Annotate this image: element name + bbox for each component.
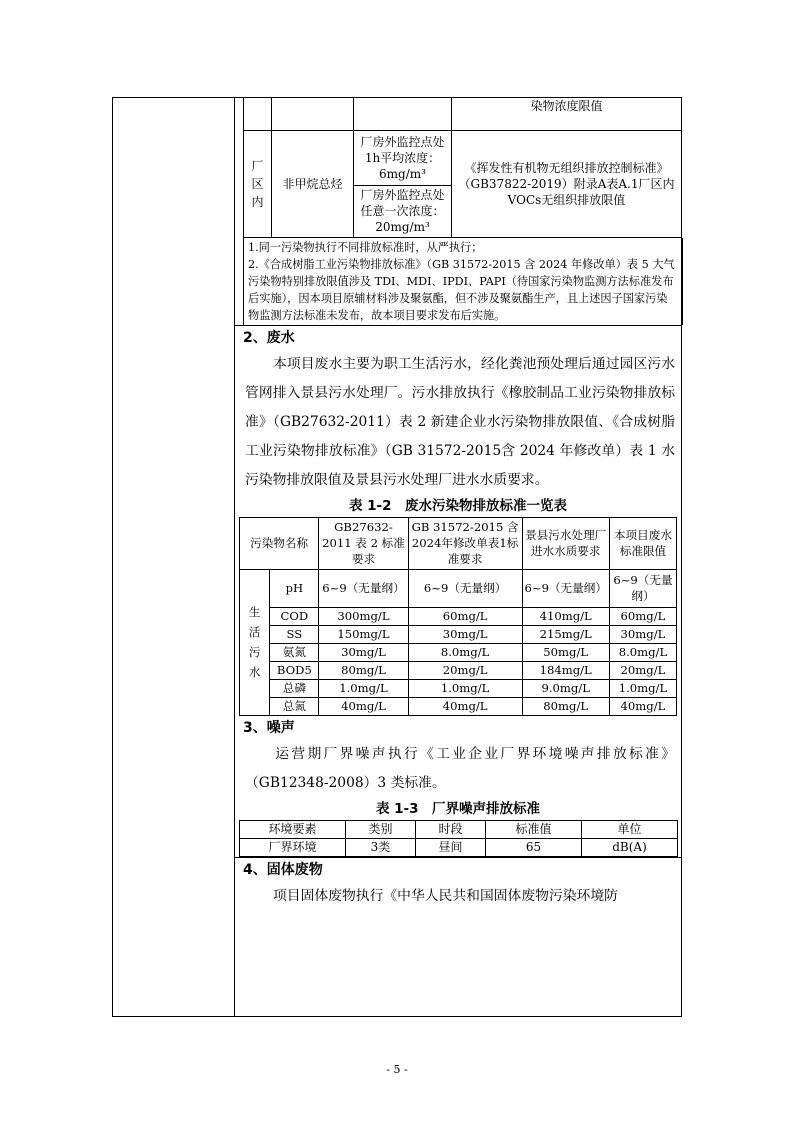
solid-waste-paragraph bbox=[235, 882, 681, 911]
noise-cell: 厂界环境 bbox=[240, 838, 346, 856]
table-1-2-caption: 表 1-2 废水污染物排放标准一览表 bbox=[348, 497, 568, 514]
table-cell: 1.0mg/L bbox=[609, 679, 676, 697]
header-gb31572: GB 31572-2015 含 2024年修改单表1标准要求 bbox=[408, 517, 522, 569]
table-cell: 1.0mg/L bbox=[319, 679, 408, 697]
note-2: 2.《合成树脂工业污染物排放标准》（GB 31572-2015 含 2024 年修改单）表 5 大气污染物特别排放限值涉及 TDI、MDI、IPDI、PAPI（待国家污染物监测方法标准发布后实施），因本项目原辅材料涉及聚氨酯，但不涉及聚氨酯生产，且上述因子国家污染物监测方法标准未发布，故本项目要求发布后实施。 bbox=[248, 257, 675, 322]
page-number: - 5 - bbox=[386, 1063, 408, 1076]
header-gb27632: GB27632-2011 表 2 标准要求 bbox=[319, 517, 408, 569]
noise-cell: 昼间 bbox=[416, 838, 486, 856]
table-cell: 6~9（无量纲） bbox=[609, 569, 676, 607]
table-cell: 60mg/L bbox=[408, 607, 522, 625]
area-label: 厂区内 bbox=[251, 158, 264, 209]
table-cell: 40mg/L bbox=[319, 697, 408, 715]
header-plant: 景县污水处理厂进水水质要求 bbox=[522, 517, 609, 569]
table-cell: 8.0mg/L bbox=[408, 643, 522, 661]
noise-heading: 3、噪声 bbox=[243, 719, 295, 736]
table-cell: SS bbox=[270, 625, 319, 643]
limit-any-cell: 厂房外监控点处任意一次浓度：20mg/m³ bbox=[354, 185, 452, 237]
table-cell: BOD5 bbox=[270, 661, 319, 679]
noise-header: 标准值 bbox=[486, 820, 582, 838]
page-frame bbox=[112, 97, 682, 1017]
table-cell: 总磷 bbox=[270, 679, 319, 697]
standard-cell: 《挥发性有机物无组织排放控制标准》（GB37822-2019）附录A表A.1厂区内VOCs无组织排放限值 bbox=[452, 130, 682, 237]
table-cell: 215mg/L bbox=[522, 625, 609, 643]
table-cell: 总氮 bbox=[270, 697, 319, 715]
wastewater-paragraph bbox=[235, 350, 681, 495]
wastewater-text: 本项目废水主要为职工生活污水，经化粪池预处理后通过园区污水管网排入景县污水处理厂。污水排放执行《橡胶制品工业污染物排放标准》（GB27632-2011）表 2 新建企业水污染物排放限值、《合成树脂工业污染物排放标准》（GB 31572-2015含 2024 年修改单）表 1 水污染物排放限值及景县污水处理厂进水水质要求。 bbox=[245, 355, 675, 488]
header-pollutant: 污染物名称 bbox=[240, 517, 319, 569]
noise-paragraph bbox=[235, 740, 681, 798]
noise-cell: 3类 bbox=[346, 838, 416, 856]
table-cell: 氨氮 bbox=[270, 643, 319, 661]
content-column bbox=[235, 98, 681, 911]
noise-cell: 65 bbox=[486, 838, 582, 856]
table-cell: 150mg/L bbox=[319, 625, 408, 643]
solid-waste-text: 项目固体废物执行《中华人民共和国固体废物污染环境防 bbox=[273, 887, 618, 904]
table-cell: 8.0mg/L bbox=[609, 643, 676, 661]
noise-header: 单位 bbox=[582, 820, 678, 838]
limit-1h-cell: 厂房外监控点处1h平均浓度：6mg/m³ bbox=[354, 130, 452, 185]
table-cell: 20mg/L bbox=[609, 661, 676, 679]
table-cell: 80mg/L bbox=[319, 661, 408, 679]
table-cell: pH bbox=[270, 569, 319, 607]
table-cell: 50mg/L bbox=[522, 643, 609, 661]
noise-header: 类别 bbox=[346, 820, 416, 838]
notes-block bbox=[243, 238, 683, 325]
header-project: 本项目废水标准限值 bbox=[609, 517, 676, 569]
note-1: 1.同一污染物执行不同排放标准时，从严执行； bbox=[248, 240, 483, 254]
group-label-cell bbox=[240, 569, 270, 715]
table-cell: COD bbox=[270, 607, 319, 625]
table-cell: 9.0mg/L bbox=[522, 679, 609, 697]
table-cell: 40mg/L bbox=[609, 697, 676, 715]
table-cell: 80mg/L bbox=[522, 697, 609, 715]
table-cell: 30mg/L bbox=[609, 625, 676, 643]
group-label: 生活污水 bbox=[248, 605, 261, 679]
area-cell bbox=[244, 130, 272, 237]
noise-table bbox=[239, 820, 678, 857]
table-cell: 6~9（无量纲） bbox=[319, 569, 408, 607]
table-cell: 6~9（无量纲） bbox=[408, 569, 522, 607]
table-cell: 6~9（无量纲） bbox=[522, 569, 609, 607]
table-cell: 410mg/L bbox=[522, 607, 609, 625]
noise-cell: dB(A) bbox=[582, 838, 678, 856]
prev-standard-cell: 染物浓度限值 bbox=[452, 98, 682, 130]
table-cell: 60mg/L bbox=[609, 607, 676, 625]
pollutant-cell: 非甲烷总烃 bbox=[272, 130, 354, 237]
wastewater-heading: 2、废水 bbox=[243, 329, 295, 346]
noise-header: 时段 bbox=[416, 820, 486, 838]
exhaust-standard-table bbox=[243, 98, 682, 238]
noise-header: 环境要素 bbox=[240, 820, 346, 838]
solid-waste-heading: 4、固体废物 bbox=[243, 861, 323, 878]
table-cell: 300mg/L bbox=[319, 607, 408, 625]
table-cell: 20mg/L bbox=[408, 661, 522, 679]
table-1-3-caption: 表 1-3 厂界噪声排放标准 bbox=[375, 800, 541, 817]
table-cell: 40mg/L bbox=[408, 697, 522, 715]
wastewater-table bbox=[239, 517, 677, 716]
table-cell: 1.0mg/L bbox=[408, 679, 522, 697]
table-cell: 184mg/L bbox=[522, 661, 609, 679]
noise-text: 运营期厂界噪声执行《工业企业厂界环境噪声排放标准》（GB12348-2008）3 类标准。 bbox=[245, 745, 675, 791]
table-cell: 30mg/L bbox=[319, 643, 408, 661]
table-cell: 30mg/L bbox=[408, 625, 522, 643]
